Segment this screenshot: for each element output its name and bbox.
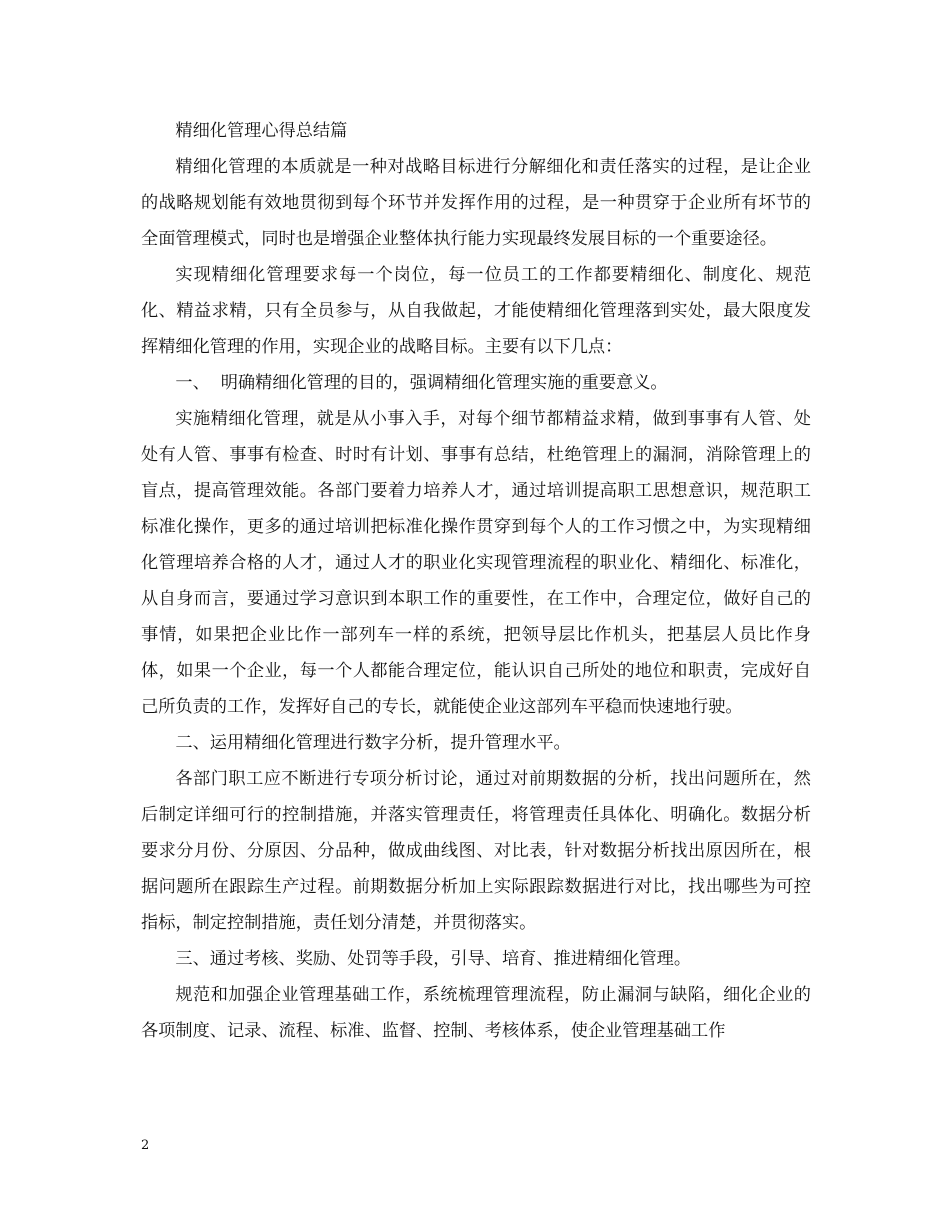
paragraph-requirements: 实现精细化管理要求每一个岗位，每一位员工的工作都要精细化、制度化、规范化、精益求精，只有全员参与，从自我做起，才能使精细化管理落到实处，最大限度发挥精细化管理的作用，实现企业的战略目标。主要有以下几点： (141, 265, 811, 357)
heading-point-two: 二、运用精细化管理进行数字分析，提升管理水平。 (175, 733, 571, 753)
paragraph-data-analysis: 各部门职工应不断进行专项分析讨论，通过对前期数据的分析，找出问题所在，然后制定详细可行的控制措施，并落实管理责任，将管理责任具体化、明确化。数据分析要求分月份、分原因、分品种，做成曲线图、对比表，针对数据分析找出原因所在，根据问题所在跟踪生产过程。前期数据分析加上实际跟踪数据进行对比，找出哪些为可控指标，制定控制措施，责任划分清楚，并贯彻落实。 (141, 769, 811, 933)
document-body (141, 113, 811, 1049)
paragraph-foundation: 规范和加强企业管理基础工作，系统梳理管理流程，防止漏洞与缺陷，细化企业的各项制度、记录、流程、标准、监督、控制、考核体系，使企业管理基础工作 (141, 985, 811, 1041)
paragraph-essence: 精细化管理的本质就是一种对战略目标进行分解细化和责任落实的过程，是让企业的战略规划能有效地贯彻到每个环节并发挥作用的过程，是一种贯穿于企业所有坏节的全面管理模式，同时也是增强企业整体执行能力实现最终发展目标的一个重要途径。 (141, 157, 811, 249)
paragraph-implementation: 实施精细化管理，就是从小事入手，对每个细节都精益求精，做到事事有人管、处处有人管、事事有检查、时时有计划、事事有总结，杜绝管理上的漏洞，消除管理上的盲点，提高管理效能。各部门要着力培养人才，通过培训提高职工思想意识，规范职工标准化操作，更多的通过培训把标准化操作贯穿到每个人的工作习惯之中，为实现精细化管理培养合格的人才，通过人才的职业化实现管理流程的职业化、精细化、标准化，从自身而言，要通过学习意识到本职工作的重要性，在工作中，合理定位，做好自己的事情，如果把企业比作一部列车一样的系统，把领导层比作机头，把基层人员比作身体，如果一个企业，每一个人都能合理定位，能认识自己所处的地位和职责，完成好自己所负责的工作，发挥好自己的专长，就能使企业这部列车平稳而快速地行驶。 (141, 409, 811, 717)
document-title: 精细化管理心得总结篇 (175, 121, 348, 141)
heading-point-one: 一、 明确精细化管理的目的，强调精细化管理实施的重要意义。 (175, 373, 668, 393)
heading-point-three: 三、通过考核、奖励、处罚等手段，引导、培育、推进精细化管理。 (175, 949, 692, 969)
page-number: 2 (141, 1138, 150, 1153)
